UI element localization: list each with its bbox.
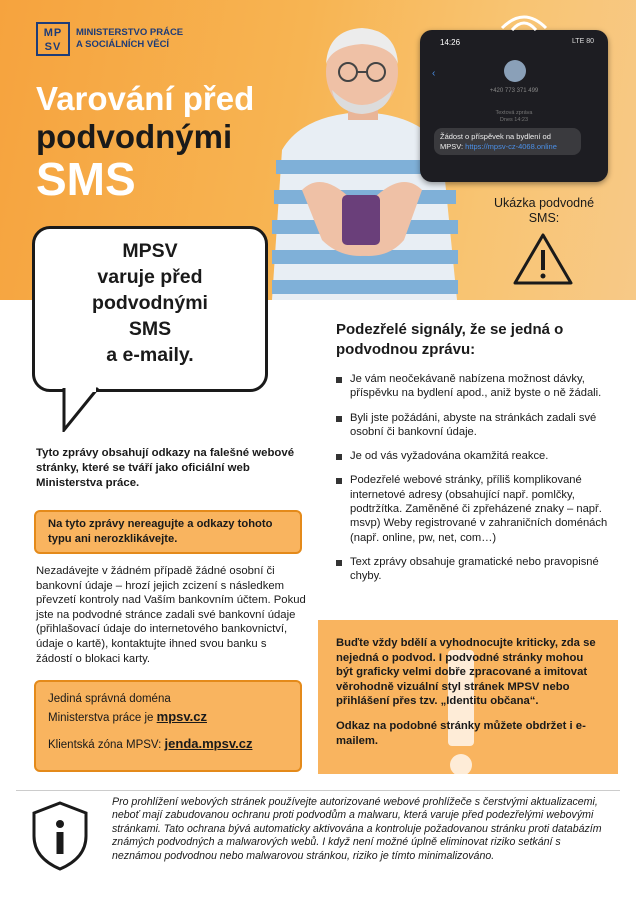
title-line-3: SMS: [36, 153, 136, 205]
sample-label: Ukázka podvodné SMS:: [493, 196, 595, 225]
client-zone-link[interactable]: jenda.mpsv.cz: [164, 736, 253, 751]
title-line-2: podvodnými: [36, 118, 233, 155]
mpsv-logo: [36, 22, 183, 56]
sms-bubble: Žádost o příspěvek na bydlení od MPSV: https://mpsv-cz-4068.online: [434, 128, 581, 155]
list-item: Je od vás vyžadována okamžitá reakce.: [336, 449, 608, 463]
sender-number: +420 773 371 499: [489, 88, 539, 94]
logo-text: MINISTERSTVO PRÁCE A SOCIÁLNÍCH VĚCÍ: [76, 27, 184, 50]
logo-mark: MP SV: [36, 22, 70, 56]
intro-text: Tyto zprávy obsahují odkazy na falešné webové stránky, které se tváří jako oficiální web Ministerstva práce.: [36, 447, 295, 489]
warning-triangle-icon: [512, 232, 574, 286]
list-item: Je vám neočekávaně nabízena možnost dávky, příspěvku na bydlení apod., aniž byste o ně žádali.: [336, 372, 608, 401]
do-not-click-notice: Na tyto zprávy nereagujte a odkazy tohoto typu ani nerozklikávejte.: [34, 510, 302, 554]
browser-security-note: Pro prohlížení webových stránek používejte autorizované webové prohlížeče s čerstvými aktualizacemi, neboť mají zabudovanou ochranu proti podvodům a malwaru, která varuje před podezřelými webovými stránkami. Tato ochrana bývá automaticky aktivována a kontroluje požadovanou stránku proti databázím známých podvodných a malwarových webů. I když není možné úplně eliminovat riziko setkání s neznámou podvodnou nebo malwarovou stránkou, riziko je tímto minimalizováno.: [112, 796, 602, 862]
footer-divider: [16, 790, 620, 791]
list-item: Text zprávy obsahuje gramatické nebo pravopisné chyby.: [336, 555, 608, 584]
signals-heading: Podezřelé signály, že se jedná o podvodnou zprávu:: [336, 321, 564, 358]
official-domain-link[interactable]: mpsv.cz: [156, 709, 207, 724]
list-item: Podezřelé webové stránky, příliš komplikované internetové adresy (obsahující např. pomlčky, podtržítka. Zaměněné či zpřeházené znaky – např. msvp) Weby registrované v zahraničních doménách (např. online, pw, net, com…): [336, 473, 608, 544]
phone-time: 14:26: [440, 38, 461, 47]
bank-warning-paragraph: Nezadávejte v žádném případě žádné osobní či bankovní údaje – hrozí jejich zcizení s následkem převzetí kontroly nad Vaším bankovním účtem. Pokud jste na podvodné stránce zadali své bankovní údaje (přihlašovací údaje do internetového bankovnictví, údaje o kartě), kontaktujte ihned svou banku s žádostí o blokaci karty.: [36, 565, 306, 665]
contact-avatar-icon: [504, 60, 526, 82]
official-domains-box: Jediná správná doména Ministerstva práce je mpsv.cz Klientská zóna MPSV: jenda.mpsv.cz: [34, 680, 302, 772]
back-chevron-icon: ‹: [432, 68, 436, 79]
vigilance-alert-box: Buďte vždy bdělí a vyhodnocujte kriticky, zda se nejedná o podvod. I podvodné stránky mohou být graficky velmi dobře zpracované a imitovat věrohodně vizuální styl stránek MPSV nebo přihlášení přes tzv. „Identitu občana“. Odkaz na podobné stránky můžete obdržet i e-mailem.: [318, 620, 618, 774]
sms-phone-screenshot: [420, 30, 608, 182]
title-line-1: Varování před: [36, 80, 255, 117]
message-meta: Textová zpráva Dnes 14:23: [495, 110, 533, 123]
exclamation-dot-icon: [450, 754, 472, 774]
speech-headline: MPSV varuje před podvodnými SMS a e-maily.: [92, 240, 208, 366]
info-shield-icon: [30, 800, 90, 872]
signal-waves-icon: [494, 6, 554, 32]
fraud-link: https://mpsv-cz-4068.online: [465, 141, 557, 151]
signals-list: [336, 372, 608, 594]
phone-status: LTE 80: [571, 38, 594, 45]
speech-bubble-tail: [58, 386, 108, 432]
list-item: Byli jste požádáni, abyste na stránkách zadali své osobní či bankovní údaje.: [336, 411, 608, 440]
